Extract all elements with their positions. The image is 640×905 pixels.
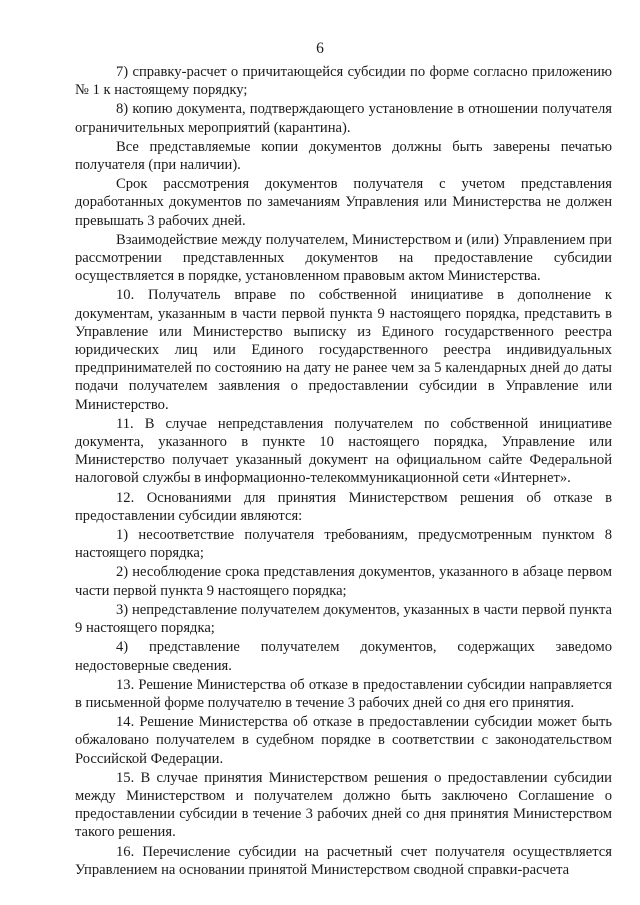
paragraph-clause-15: 15. В случае принятия Министерством решения о предоставлении субсидии между Министерством и получателем должно быть заключено Соглашение о предоставлении субсидии в течение 3 рабочих дней со дня принятия Министерством такого решения. [75,769,612,841]
paragraph-clause-12-item-4: 4) представление получателем документов, содержащих заведомо недостоверные сведения. [75,639,612,674]
paragraph-interaction: Взаимодействие между получателем, Министерством и (или) Управлением при рассмотрении представленных документов на предоставление субсидии осуществляется в порядке, установленном правовым актом Министерства. [75,231,612,285]
paragraph-item-7: 7) справку-расчет о причитающейся субсидии по форме согласно приложению № 1 к настоящему порядку; [75,64,612,99]
paragraph-clause-12-item-3: 3) непредставление получателем документов, указанных в части первой пункта 9 настоящего порядка; [75,601,612,637]
paragraph-copies-certification: Все представляемые копии документов должны быть заверены печатью получателя (при наличии). [75,138,612,174]
document-body [75,63,612,880]
paragraph-review-period: Срок рассмотрения документов получателя с учетом представления доработанных документов по замечаниям Управления или Министерства не должен превышать 3 рабочих дней. [75,176,612,229]
paragraph-clause-13: 13. Решение Министерства об отказе в предоставлении субсидии направляется в письменной форме получателю в течение 3 рабочих дней со дня его принятия. [75,676,612,711]
paragraph-clause-12-item-2: 2) несоблюдение срока представления документов, указанного в абзаце первом части первой пункта 9 настоящего порядка; [75,564,612,599]
paragraph-clause-12: 12. Основаниями для принятия Министерством решения об отказе в предоставлении субсидии являются: [75,489,612,524]
paragraph-clause-11: 11. В случае непредставления получателем по собственной инициативе документа, указанного в пункте 10 настоящего порядка, Управление или Министерство получает указанный документ на официальном сайте Федеральной налоговой службы в информационно-телекоммуникационной сети «Интернет». [75,415,612,487]
paragraph-clause-16: 16. Перечисление субсидии на расчетный счет получателя осуществляется Управлением на основании принятой Министерством сводной справки-расчета [75,843,612,878]
paragraph-clause-12-item-1: 1) несоответствие получателя требованиям, предусмотренным пунктом 8 настоящего порядка; [75,527,612,562]
paragraph-item-8: 8) копию документа, подтверждающего установление в отношении получателя ограничительных мероприятий (карантина). [75,101,612,136]
paragraph-clause-14: 14. Решение Министерства об отказе в предоставлении субсидии может быть обжаловано получателем в судебном порядке в соответствии с законодательством Российской Федерации. [75,714,612,767]
page-number: 6 [316,40,324,57]
paragraph-clause-10: 10. Получатель вправе по собственной инициативе в дополнение к документам, указанным в части первой пункта 9 настоящего порядка, представить в Управление или Министерство выписку из Единого государственного реестра юридических лиц или Единого государственного реестра индивидуальных предпринимателей по состоянию на дату не ранее чем за 5 календарных дней до даты подачи получателем заявления о предоставлении субсидии в Управление или Министерство. [75,287,612,413]
